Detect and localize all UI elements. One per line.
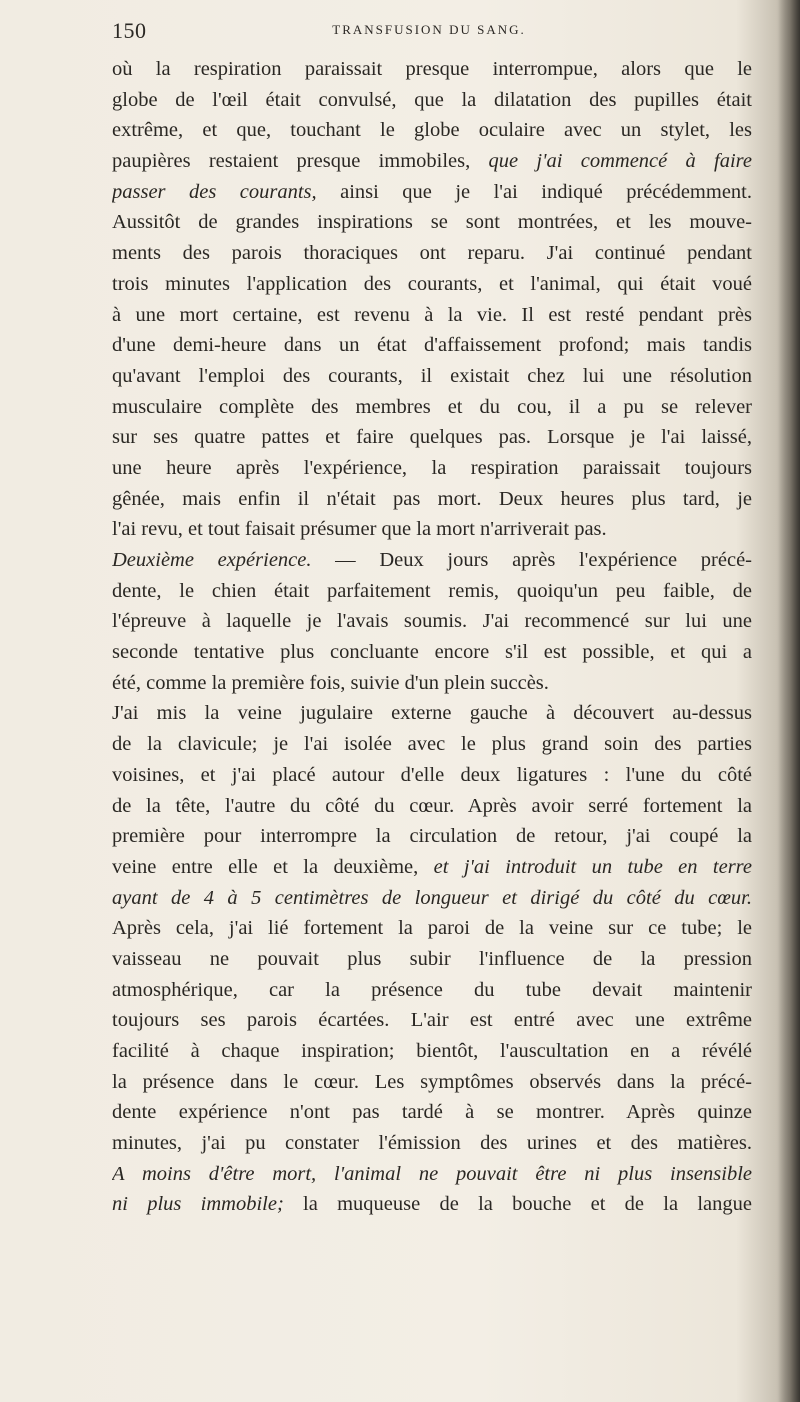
text-line [112, 545, 752, 576]
text-segment: extrême, et que, touchant le globe oculaire avec un stylet, les [112, 119, 752, 142]
text-segment: dente, le chien était parfaitement remis, quoiqu'un peu faible, de [112, 579, 752, 602]
text-segment: qu'avant l'emploi des courants, il existait chez lui une résolution [112, 364, 752, 387]
text-segment: ni plus immobile; [112, 1193, 284, 1216]
text-line [112, 514, 752, 545]
text-line [112, 1128, 752, 1159]
text-segment: la présence dans le cœur. Les symptômes observés dans la précé- [112, 1070, 752, 1093]
text-line [112, 146, 752, 177]
text-segment: de la tête, l'autre du côté du cœur. Après avoir serré fortement la [112, 794, 752, 817]
text-line [112, 1036, 752, 1067]
text-segment: minutes, j'ai pu constater l'émission des urines et des matières. [112, 1132, 752, 1155]
text-segment: atmosphérique, car la présence du tube devait maintenir [112, 978, 752, 1001]
text-segment: l'épreuve à laquelle je l'avais soumis. J'ai recommencé sur lui une [112, 610, 752, 633]
text-segment: de la clavicule; je l'ai isolée avec le plus grand soin des parties [112, 733, 752, 756]
page-number: 150 [112, 18, 147, 43]
text-segment: musculaire complète des membres et du cou, il a pu se relever [112, 395, 752, 418]
text-segment: paupières restaient presque immobiles, [112, 150, 489, 173]
text-line [112, 1097, 752, 1128]
text-segment: première pour interrompre la circulation de retour, j'ai coupé la [112, 825, 752, 848]
text-line [112, 698, 752, 729]
text-segment: globe de l'œil était convulsé, que la dilatation des pupilles était [112, 88, 752, 111]
text-line [112, 791, 752, 822]
text-line [112, 422, 752, 453]
text-segment: ayant de 4 à 5 centimètres de longueur et dirigé du côté du cœur. [112, 886, 752, 909]
body-text [112, 54, 752, 1220]
text-segment: Aussitôt de grandes inspirations se sont montrées, et les mouve- [112, 211, 752, 234]
text-segment: seconde tentative plus concluante encore s'il est possible, et qui a [112, 641, 752, 664]
text-segment: passer des courants, [112, 180, 317, 203]
text-line [112, 392, 752, 423]
text-line [112, 300, 752, 331]
text-line [112, 1159, 752, 1190]
text-line [112, 484, 752, 515]
text-line [112, 1005, 752, 1036]
text-line [112, 85, 752, 116]
text-segment: J'ai mis la veine jugulaire externe gauche à découvert au-dessus [112, 702, 752, 725]
text-line [112, 361, 752, 392]
page-header [112, 18, 752, 58]
text-line [112, 576, 752, 607]
text-segment: été, comme la première fois, suivie d'un plein succès. [112, 671, 549, 694]
text-line [112, 1189, 752, 1220]
text-line [112, 668, 752, 699]
text-segment: sur ses quatre pattes et faire quelques pas. Lorsque je l'ai laissé, [112, 426, 752, 449]
text-segment: gênée, mais enfin il n'était pas mort. Deux heures plus tard, je [112, 487, 752, 510]
text-line [112, 883, 752, 914]
text-segment: veine entre elle et la deuxième, [112, 855, 434, 878]
text-line [112, 852, 752, 883]
text-segment: et j'ai introduit un tube en terre [433, 855, 752, 878]
text-line [112, 330, 752, 361]
text-segment: facilité à chaque inspiration; bientôt, l'auscultation en a révélé [112, 1040, 752, 1062]
text-line [112, 54, 752, 85]
text-segment: d'une demi-heure dans un état d'affaissement profond; mais tandis [112, 334, 752, 357]
running-title: TRANSFUSION DU SANG. [332, 22, 526, 37]
text-segment: vaisseau ne pouvait plus subir l'influence de la pression [112, 947, 752, 970]
text-segment: voisines, et j'ai placé autour d'elle deux ligatures : l'une du côté [112, 763, 752, 786]
text-line [112, 760, 752, 791]
text-segment: à une mort certaine, est revenu à la vie. Il est resté pendant près [112, 303, 752, 326]
text-line [112, 177, 752, 208]
text-segment: dente expérience n'ont pas tardé à se montrer. Après quinze [112, 1101, 752, 1124]
text-line [112, 821, 752, 852]
text-segment: — Deux jours après l'expérience précé- [311, 549, 752, 571]
text-segment: la muqueuse de la bouche et de la langue [283, 1193, 752, 1216]
text-segment: A moins d'être mort, l'animal ne pouvait être ni plus insensible [112, 1162, 752, 1185]
text-line [112, 115, 752, 146]
text-line [112, 637, 752, 668]
text-segment: l'ai revu, et tout faisait présumer que la mort n'arriverait pas. [112, 518, 607, 541]
text-line [112, 606, 752, 637]
text-segment: toujours ses parois écartées. L'air est entré avec une extrême [112, 1009, 752, 1032]
text-line [112, 913, 752, 944]
text-segment: une heure après l'expérience, la respiration paraissait toujours [112, 456, 752, 479]
text-line [112, 453, 752, 484]
page-spine-shadow [778, 0, 800, 1402]
text-line [112, 729, 752, 760]
text-segment: que j'ai commencé à faire [488, 150, 752, 173]
text-segment: où la respiration paraissait presque interrompue, alors que le [112, 58, 752, 80]
text-segment: Après cela, j'ai lié fortement la paroi de la veine sur ce tube; le [112, 917, 752, 940]
text-segment: Deuxième expérience. [112, 549, 312, 571]
text-line [112, 1067, 752, 1098]
text-segment: trois minutes l'application des courants, et l'animal, qui était voué [112, 272, 752, 295]
text-segment: ainsi que je l'ai indiqué précédemment. [316, 180, 752, 203]
text-segment: ments des parois thoraciques ont reparu. J'ai continué pendant [112, 242, 752, 265]
text-line [112, 238, 752, 269]
text-line [112, 975, 752, 1006]
text-line [112, 207, 752, 238]
text-line [112, 269, 752, 300]
text-line [112, 944, 752, 975]
